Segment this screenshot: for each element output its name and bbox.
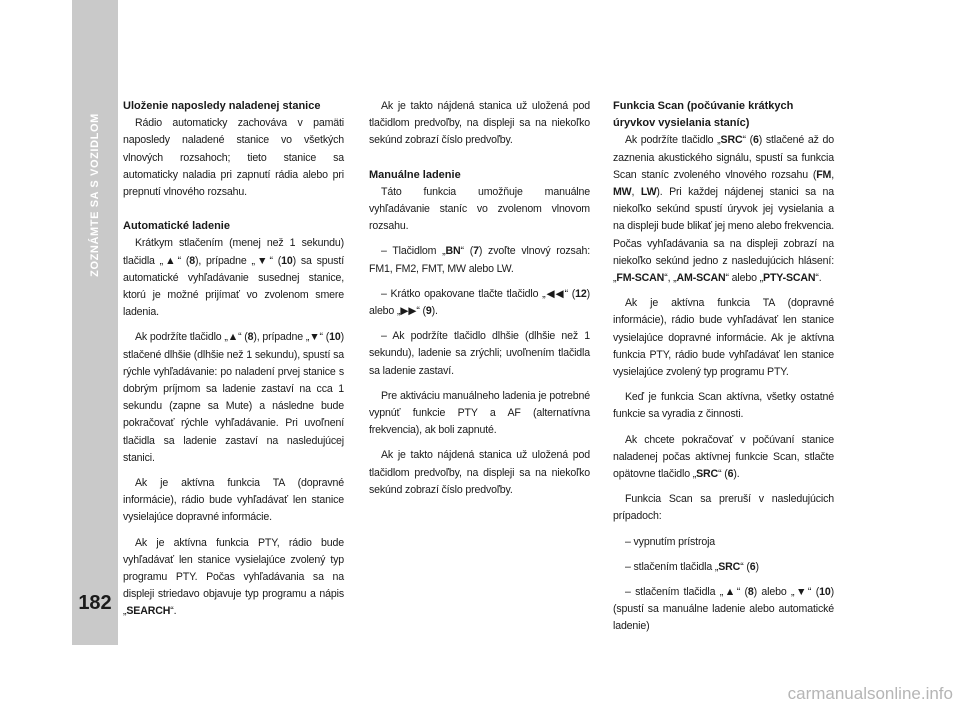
- paragraph: Ak je aktívna funkcia TA (dopravné informácie), rádio bude vyhľadávať len stanice vysielajúce dopravné informácie. Ak je aktívna funkcia PTY, rádio bude vyhľadávať len stanice vysielajúce zvolený typ programu PTY.: [613, 297, 834, 379]
- paragraph: Rádio automaticky zachováva v pamäti naposledy naladené stanice vo všetkých vlnových rozsahoch; tieto stanice sa automaticky naladia pri zapnutí rádia alebo pri prepnutí vlnového rozsahu.: [123, 117, 344, 199]
- paragraph: Ak podržíte tlačidlo „▲“ (8), prípadne „▼“ (10) stlačené dlhšie (dlhšie než 1 sekundu), spustí sa rýchle vyhľadávanie: po naladení prvej stanice s dobrým príjmom sa ladenie zastaví na cca 1 sekundu (zapne sa Mute) a následne bude pokračovať rýchle vyhľadávanie. Pri uvoľnení tlačidla sa ladenie zastaví na nasledujúcej stanici.: [123, 331, 344, 464]
- paragraph: – Ak podržíte tlačidlo dlhšie (dlhšie než 1 sekundu), ladenie sa zrýchli; uvoľnením tlačidla sa ladenie zastaví.: [369, 330, 590, 377]
- paragraph: – Krátko opakovane tlačte tlačidlo „◀◀“ (12) alebo „▶▶“ (9).: [369, 287, 590, 318]
- section-title-text: ZOZNÁMTE SA S VOZIDLOM: [89, 113, 102, 277]
- paragraph: Ak je takto nájdená stanica už uložená pod tlačidlom predvoľby, na displeji sa na niekoľko sekúnd zobrazí číslo predvoľby.: [369, 449, 590, 496]
- paragraph: Keď je funkcia Scan aktívna, všetky ostatné funkcie sa vyradia z činnosti.: [613, 391, 834, 421]
- heading-last-station: Uloženie naposledy naladenej stanice: [123, 100, 321, 112]
- paragraph: Ak chcete pokračovať v počúvaní stanice naladenej počas aktívnej funkcie Scan, stlačte opätovne tlačidlo „SRC“ (6).: [613, 433, 834, 481]
- paragraph: Pre aktiváciu manuálneho ladenia je potrebné vypnúť funkcie PTY a AF (alternatívna frekvencia), ak boli zapnuté.: [369, 389, 590, 437]
- heading-manual-tuning: Manuálne ladenie: [369, 168, 461, 181]
- text-column-2: [369, 98, 590, 499]
- sidebar-band: [72, 0, 118, 645]
- heading-auto-tuning: Automatické ladenie: [123, 220, 230, 233]
- paragraph: Ak je aktívna funkcia TA (dopravné informácie), rádio bude vyhľadávať len stanice vysielajúce dopravné informácie.: [123, 477, 344, 524]
- paragraph: – Tlačidlom „BN“ (7) zvoľte vlnový rozsah: FM1, FM2, FMT, MW alebo LW.: [369, 245, 590, 275]
- paragraph: Ak je takto nájdená stanica už uložená pod tlačidlom predvoľby, na displeji sa na niekoľko sekúnd zobrazí číslo predvoľby.: [369, 100, 590, 147]
- paragraph: Táto funkcia umožňuje manuálne vyhľadávanie staníc vo zvolenom vlnovom rozsahu.: [369, 185, 590, 233]
- paragraph: – stlačením tlačidla „▲“ (8) alebo „▼“ (10) (spustí sa manuálne ladenie alebo automatické ladenie): [613, 586, 834, 633]
- page-number: 182: [78, 592, 112, 614]
- paragraph: – vypnutím prístroja: [625, 535, 716, 548]
- heading-scan-line-1: Funkcia Scan (počúvanie krátkych: [613, 100, 794, 112]
- text-column-3: [613, 98, 834, 636]
- text-column-1: [123, 98, 344, 621]
- watermark-link[interactable]: carmanualsonline.info: [787, 684, 953, 703]
- paragraph: Funkcia Scan sa preruší v nasledujúcich prípadoch:: [613, 493, 834, 523]
- paragraph: Ak je aktívna funkcia PTY, rádio bude vyhľadávať len stanice vysielajúce zvolený typ programu PTY. Počas vyhľadávania sa na displeji striedavo objavuje typ programu a nápis „SEARCH“.: [123, 536, 344, 618]
- paragraph: Krátkym stlačením (menej než 1 sekundu) tlačidla „▲“ (8), prípadne „▼“ (10) sa spustí automatické vyhľadávanie susednej stanice, ktorú je možné prijímať vo zvolenom smere ladenia.: [123, 237, 344, 319]
- paragraph: Ak podržíte tlačidlo „SRC“ (6) stlačené až do zaznenia akustického signálu, spustí sa funkcia Scan staníc zvoleného vlnového rozsahu (FM, MW, LW). Pri každej nájdenej stanici sa na niekoľko sekúnd spustí úryvok jej vysielania a na displeji bude blikať jej meno alebo frekvencia. Počas vyhľadávania sa na displeji zobrazí na niekoľko sekúnd jedno z nasledujúcich hlásení: „FM-SCAN“, „AM-SCAN“ alebo „PTY-SCAN“.: [613, 134, 834, 285]
- heading-scan-line-2: úryvkov vysielania staníc): [613, 117, 750, 130]
- section-title: [72, 100, 118, 290]
- paragraph: – stlačením tlačidla „SRC“ (6): [625, 560, 759, 573]
